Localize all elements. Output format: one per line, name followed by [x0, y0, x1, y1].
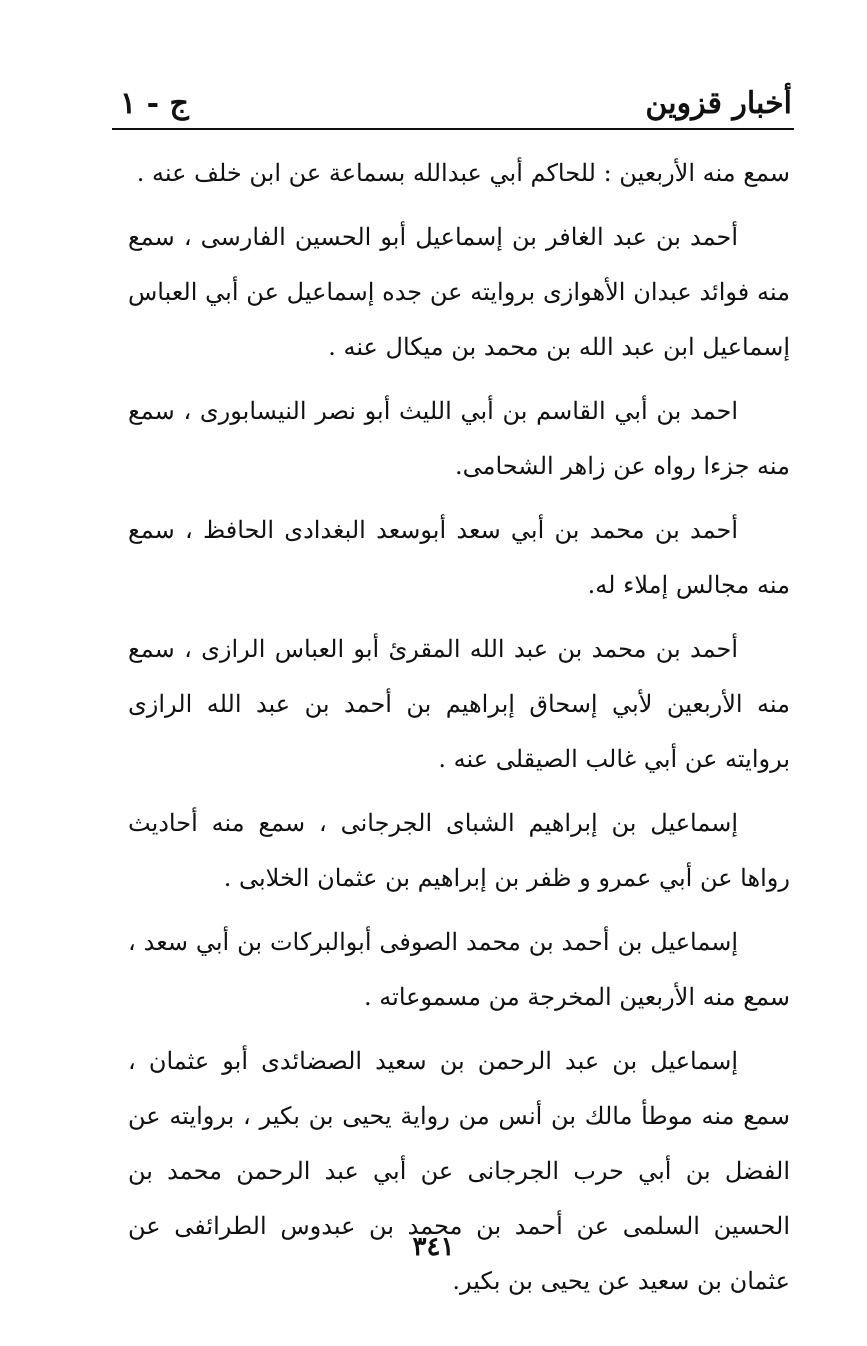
biographical-entry: احمد بن أبي القاسم بن أبي الليث أبو نصر النيسابورى ، سمع منه جزءا رواه عن زاهر الشحامى.: [128, 397, 790, 480]
entry-continuation: سمع منه الأربعين : للحاكم أبي عبدالله بسماعة عن ابن خلف عنه .: [136, 159, 790, 187]
biographical-entry: أحمد بن محمد بن أبي سعد أبوسعد البغدادى الحافظ ، سمع منه مجالس إملاء له.: [128, 516, 790, 599]
running-header: [112, 82, 792, 128]
volume-marker: ج - ١: [120, 86, 189, 121]
main-text: [128, 146, 790, 1318]
book-title: أخبار قزوين: [645, 86, 792, 121]
biographical-entry: إسماعيل بن عبد الرحمن بن سعيد الصضائدى أبو عثمان ، سمع منه موطأ مالك بن أنس من رواية يحيى بن بكير ، بروايته عن الفضل بن أبي حرب الجرجانى عن أبي عبد الرحمن محمد بن الحسين السلمى عن أحمد بن محمد بن عبدوس الطرائفى عن عثمان بن سعيد عن يحيى بن بكير.: [128, 1047, 790, 1295]
biographical-entry: إسماعيل بن إبراهيم الشباى الجرجانى ، سمع منه أحاديث رواها عن أبي عمرو و ظفر بن إبراهيم بن عثمان الخلابى .: [128, 809, 790, 892]
biographical-entry: أحمد بن عبد الغافر بن إسماعيل أبو الحسين الفارسى ، سمع منه فوائد عبدان الأهوازى بروايته عن جده إسماعيل عن أبي العباس إسماعيل ابن عبد الله بن محمد بن ميكال عنه .: [128, 223, 790, 361]
page-number: ٣٤١: [412, 1232, 455, 1262]
biographical-entry: إسماعيل بن أحمد بن محمد الصوفى أبوالبركات بن أبي سعد ، سمع منه الأربعين المخرجة من مسموعاته .: [128, 928, 790, 1011]
header-rule: [112, 128, 794, 130]
biographical-entry: أحمد بن محمد بن عبد الله المقرئ أبو العباس الرازى ، سمع منه الأربعين لأبي إسحاق إبراهيم بن أحمد بن عبد الله الرازى بروايته عن أبي غالب الصيقلى عنه .: [128, 635, 790, 773]
